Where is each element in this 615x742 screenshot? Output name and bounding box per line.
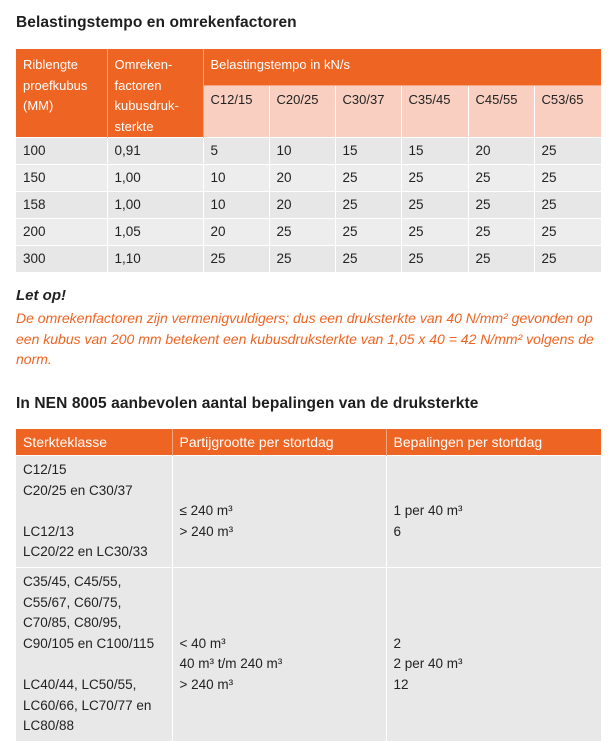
table-cell: 25: [468, 219, 534, 246]
table-cell: 25: [401, 165, 468, 192]
cell-line: LC40/44, LC50/55,: [23, 676, 137, 692]
column-header-class: C30/37: [335, 86, 401, 138]
cell-line: [394, 716, 602, 737]
cell-line: [394, 613, 602, 634]
table-row: [16, 567, 601, 740]
table-cell: 200: [16, 219, 107, 246]
cell-line: [180, 613, 386, 634]
table-cell: 20: [269, 192, 335, 219]
header-line: Riblengte: [23, 57, 78, 72]
column-header-strength-class: Sterkteklasse: [16, 429, 172, 456]
section-title-determinations: In NEN 8005 aanbevolen aantal bepalingen van de druksterkte: [16, 395, 479, 412]
cell-line: [394, 696, 602, 717]
cell-line: > 240 m³: [179, 676, 234, 692]
table-row: [16, 219, 601, 246]
cell-line: [394, 460, 602, 481]
cell-line: C35/45, C45/55,: [23, 573, 122, 589]
header-line: (MM): [23, 98, 54, 114]
cell-line: > 240 m³: [179, 523, 234, 539]
batch-size-cell: [172, 567, 386, 740]
table-cell: 25: [401, 219, 468, 246]
table-cell: 150: [16, 165, 107, 192]
column-header-rib-length: [16, 49, 107, 138]
column-header-batch-size: Partijgrootte per stortdag: [172, 429, 386, 456]
table-cell: 1,00: [107, 165, 203, 192]
cell-line: [394, 481, 602, 502]
cell-line: [394, 542, 602, 563]
cell-line: C20/25 en C30/37: [23, 482, 133, 498]
table-row: [16, 246, 601, 273]
cell-line: [180, 542, 386, 563]
header-line: sterkte: [114, 118, 154, 134]
cell-line: 1 per 40 m³: [393, 503, 463, 519]
cell-line: LC12/13: [23, 523, 75, 539]
cell-line: C55/67, C60/75,: [23, 594, 122, 610]
cell-line: [180, 481, 386, 502]
table-cell: 20: [203, 219, 269, 246]
cell-line: [23, 654, 172, 675]
table-row: [16, 456, 601, 568]
header-line: kubusdruk-: [114, 98, 179, 114]
table-cell: 25: [335, 192, 401, 219]
table-cell: 25: [468, 246, 534, 273]
header-line: factoren: [114, 77, 162, 93]
table-cell: 300: [16, 246, 107, 273]
table-cell: 1,10: [107, 246, 203, 273]
note-title: Let op!: [16, 287, 66, 304]
table-cell: 15: [335, 138, 401, 165]
table-cell: 25: [269, 219, 335, 246]
cell-line: [394, 572, 602, 593]
cell-line: LC60/66, LC70/77 en: [23, 697, 152, 713]
cell-line: [180, 593, 386, 614]
table-row: [16, 192, 601, 219]
table-cell: 25: [401, 192, 468, 219]
column-header-determinations: Bepalingen per stortdag: [386, 429, 601, 456]
table-cell: 25: [401, 246, 468, 273]
load-rate-table: [16, 49, 601, 272]
table-cell: 1,00: [107, 192, 203, 219]
table-cell: 25: [534, 219, 601, 246]
cell-line: [180, 572, 386, 593]
table-cell: 5: [203, 138, 269, 165]
column-header-class: C35/45: [401, 86, 468, 138]
strength-class-cell: [16, 567, 172, 740]
cell-line: 6: [393, 523, 402, 539]
batch-size-cell: [172, 456, 386, 568]
column-header-class: C12/15: [203, 86, 269, 138]
table-cell: 1,05: [107, 219, 203, 246]
table-cell: 25: [335, 219, 401, 246]
cell-line: [180, 696, 386, 717]
table-cell: 25: [269, 246, 335, 273]
strength-class-cell: [16, 456, 172, 568]
determinations-cell: [386, 567, 601, 740]
column-header-class: C53/65: [534, 86, 601, 138]
table-row: [16, 138, 601, 165]
table-cell: 25: [534, 165, 601, 192]
determinations-table: [16, 429, 601, 741]
cell-line: C70/85, C80/95,: [23, 615, 122, 631]
column-header-class: C20/25: [269, 86, 335, 138]
determinations-cell: [386, 456, 601, 568]
cell-line: [23, 501, 172, 522]
section-title-load-rate: Belastingstempo en omrekenfactoren: [16, 14, 297, 31]
table-cell: 25: [203, 246, 269, 273]
cell-line: 2: [393, 635, 402, 651]
cell-line: LC20/22 en LC30/33: [23, 544, 148, 560]
note-body: De omrekenfactoren zijn vermenigvuldigers; dus een druksterkte van 40 N/mm² gevonden op een kubus van 200 mm betekent een kubusdruksterkte van 1,05 x 40 = 42 N/mm² volgens de norm.: [16, 310, 594, 367]
header-line: proefkubus: [23, 77, 88, 93]
table-cell: 158: [16, 192, 107, 219]
header-line: Omreken-: [114, 57, 173, 72]
cell-line: C90/105 en C100/115: [23, 635, 155, 651]
column-header-class: C45/55: [468, 86, 534, 138]
cell-line: 12: [393, 676, 409, 692]
column-header-conversion-factor: [107, 49, 203, 138]
table-cell: 25: [335, 246, 401, 273]
cell-line: < 40 m³: [179, 635, 226, 651]
cell-line: 40 m³ t/m 240 m³: [179, 656, 283, 672]
table-cell: 25: [534, 192, 601, 219]
cell-line: 2 per 40 m³: [393, 656, 463, 672]
table-cell: 20: [468, 138, 534, 165]
table-cell: 10: [269, 138, 335, 165]
cell-line: LC80/88: [23, 718, 75, 734]
table-cell: 100: [16, 138, 107, 165]
table-cell: 25: [534, 246, 601, 273]
table-cell: 25: [335, 165, 401, 192]
cell-line: C12/15: [23, 462, 67, 477]
table-cell: 20: [269, 165, 335, 192]
cell-line: ≤ 240 m³: [179, 503, 233, 519]
cell-line: [180, 460, 386, 481]
table-cell: 10: [203, 192, 269, 219]
column-header-load-rate: Belastingstempo in kN/s: [203, 49, 601, 86]
cell-line: [394, 593, 602, 614]
table-cell: 25: [468, 165, 534, 192]
table-cell: 15: [401, 138, 468, 165]
table-row: [16, 165, 601, 192]
table-cell: 25: [534, 138, 601, 165]
table-cell: 25: [468, 192, 534, 219]
table-cell: 10: [203, 165, 269, 192]
cell-line: [180, 716, 386, 737]
table-cell: 0,91: [107, 138, 203, 165]
